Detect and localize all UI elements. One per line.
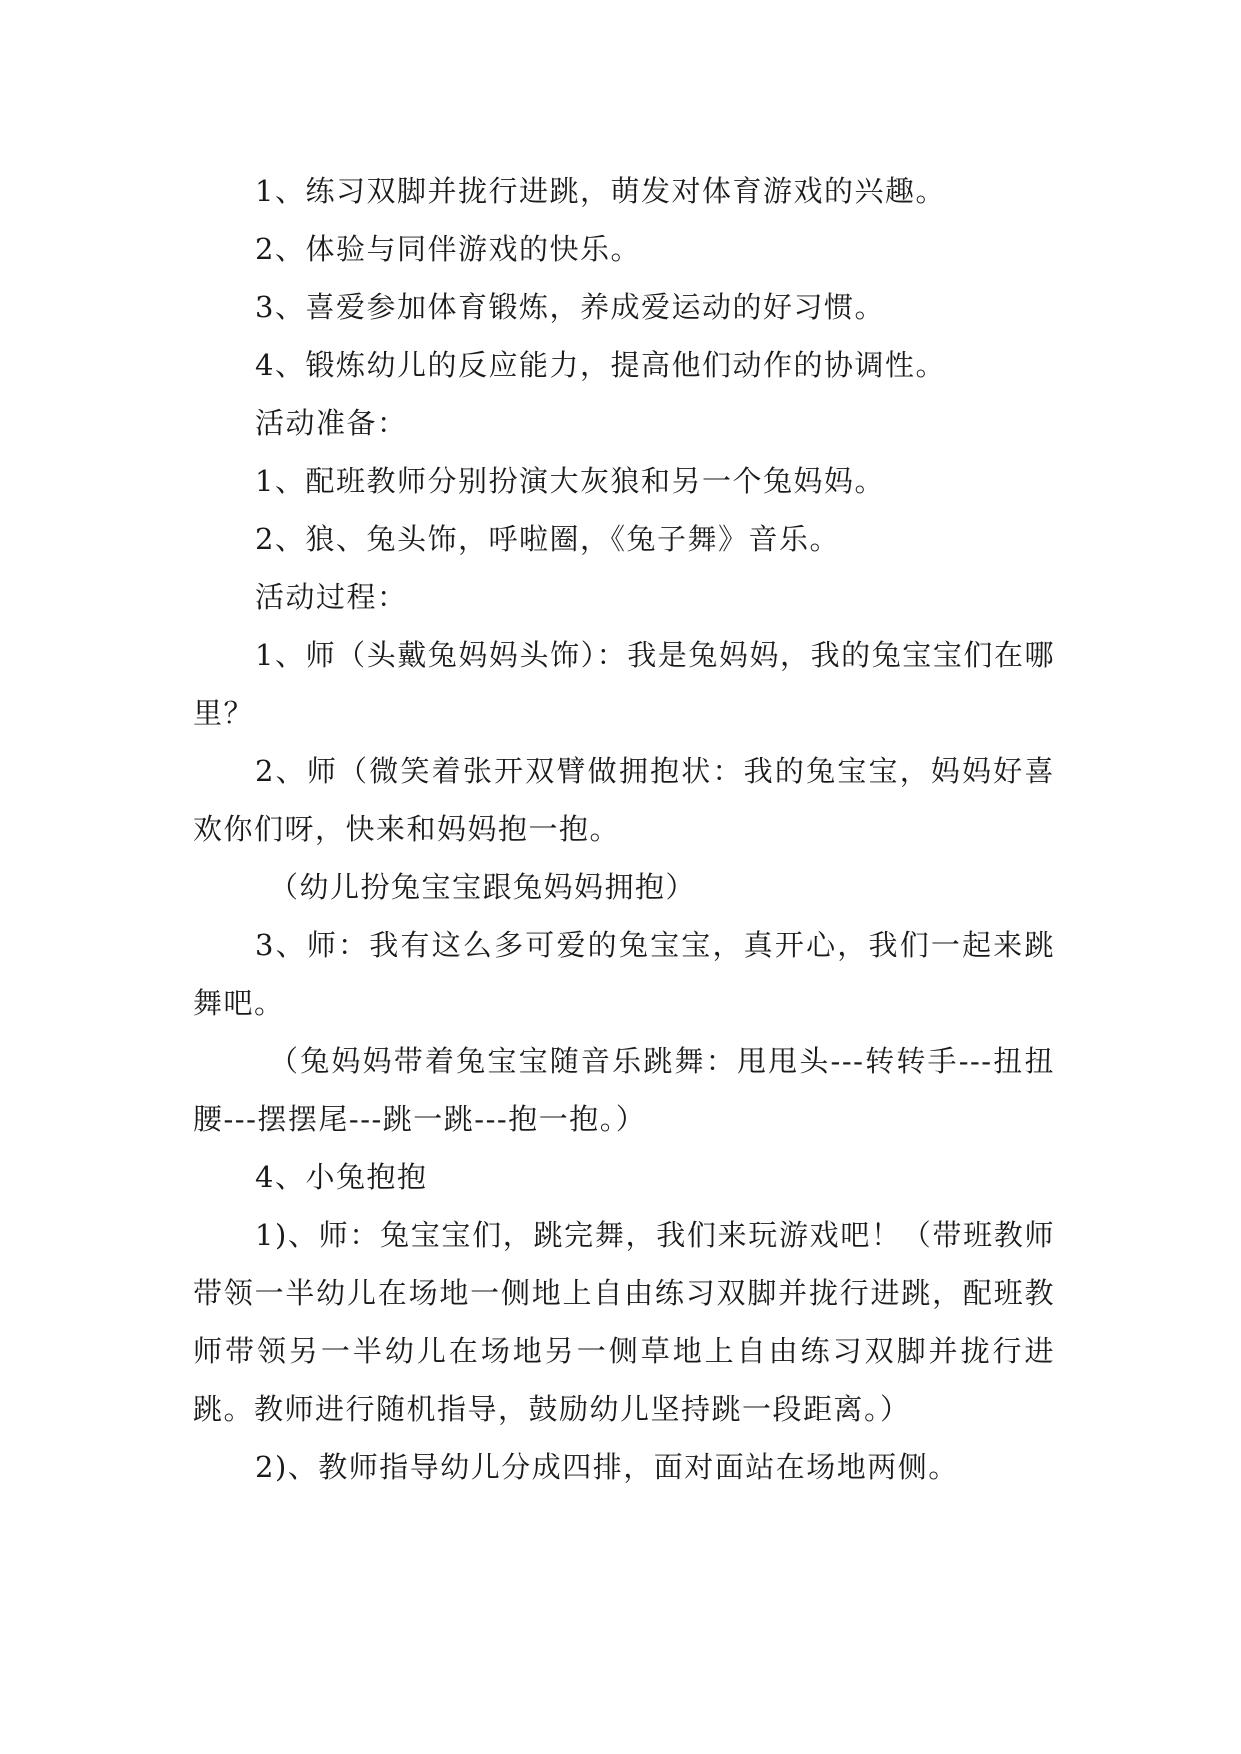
goal-item-2: 2、体验与同伴游戏的快乐。 [255,232,641,266]
preparation-item-1: 1、配班教师分别扮演大灰狼和另一个兔妈妈。 [255,464,885,498]
process-substep-2: 2)、教师指导幼儿分成四排，面对面站在场地两侧。 [255,1450,959,1484]
process-substep-1: 1)、师：兔宝宝们，跳完舞，我们来玩游戏吧！（带班教师带领一半幼儿在场地一侧地上自由练习双脚并拢行进跳，配班教师带领另一半幼儿在场地另一侧草地上自由练习双脚并拢行进跳。教师进行随机指导，鼓励幼儿坚持跳一段距离。） [193,1218,1055,1426]
preparation-item-2: 2、狼、兔头饰，呼啦圈，《兔子舞》音乐。 [255,522,840,556]
goal-item-1: 1、练习双脚并拢行进跳，萌发对体育游戏的兴趣。 [255,174,946,208]
process-step-3: 3、师：我有这么多可爱的兔宝宝，真开心，我们一起来跳舞吧。 [193,928,1055,1020]
document-body [193,162,1055,1496]
goal-item-3: 3、喜爱参加体育锻炼，养成爱运动的好习惯。 [255,290,885,324]
process-note-hug: （幼儿扮兔宝宝跟兔妈妈拥抱） [269,870,697,904]
section-heading-process: 活动过程： [255,580,408,614]
process-note-dance: （兔妈妈带着兔宝宝随音乐跳舞：甩甩头---转转手---扭扭腰---摆摆尾---跳一跳---抱一抱。） [193,1044,1055,1136]
goal-item-4: 4、锻炼幼儿的反应能力，提高他们动作的协调性。 [255,348,946,382]
process-step-4: 4、小兔抱抱 [255,1160,428,1194]
section-heading-preparation: 活动准备： [255,406,408,440]
process-step-2: 2、师（微笑着张开双臂做拥抱状：我的兔宝宝，妈妈好喜欢你们呀，快来和妈妈抱一抱。 [193,754,1055,846]
process-step-1: 1、师（头戴兔妈妈头饰）：我是兔妈妈，我的兔宝宝们在哪里？ [193,638,1055,730]
